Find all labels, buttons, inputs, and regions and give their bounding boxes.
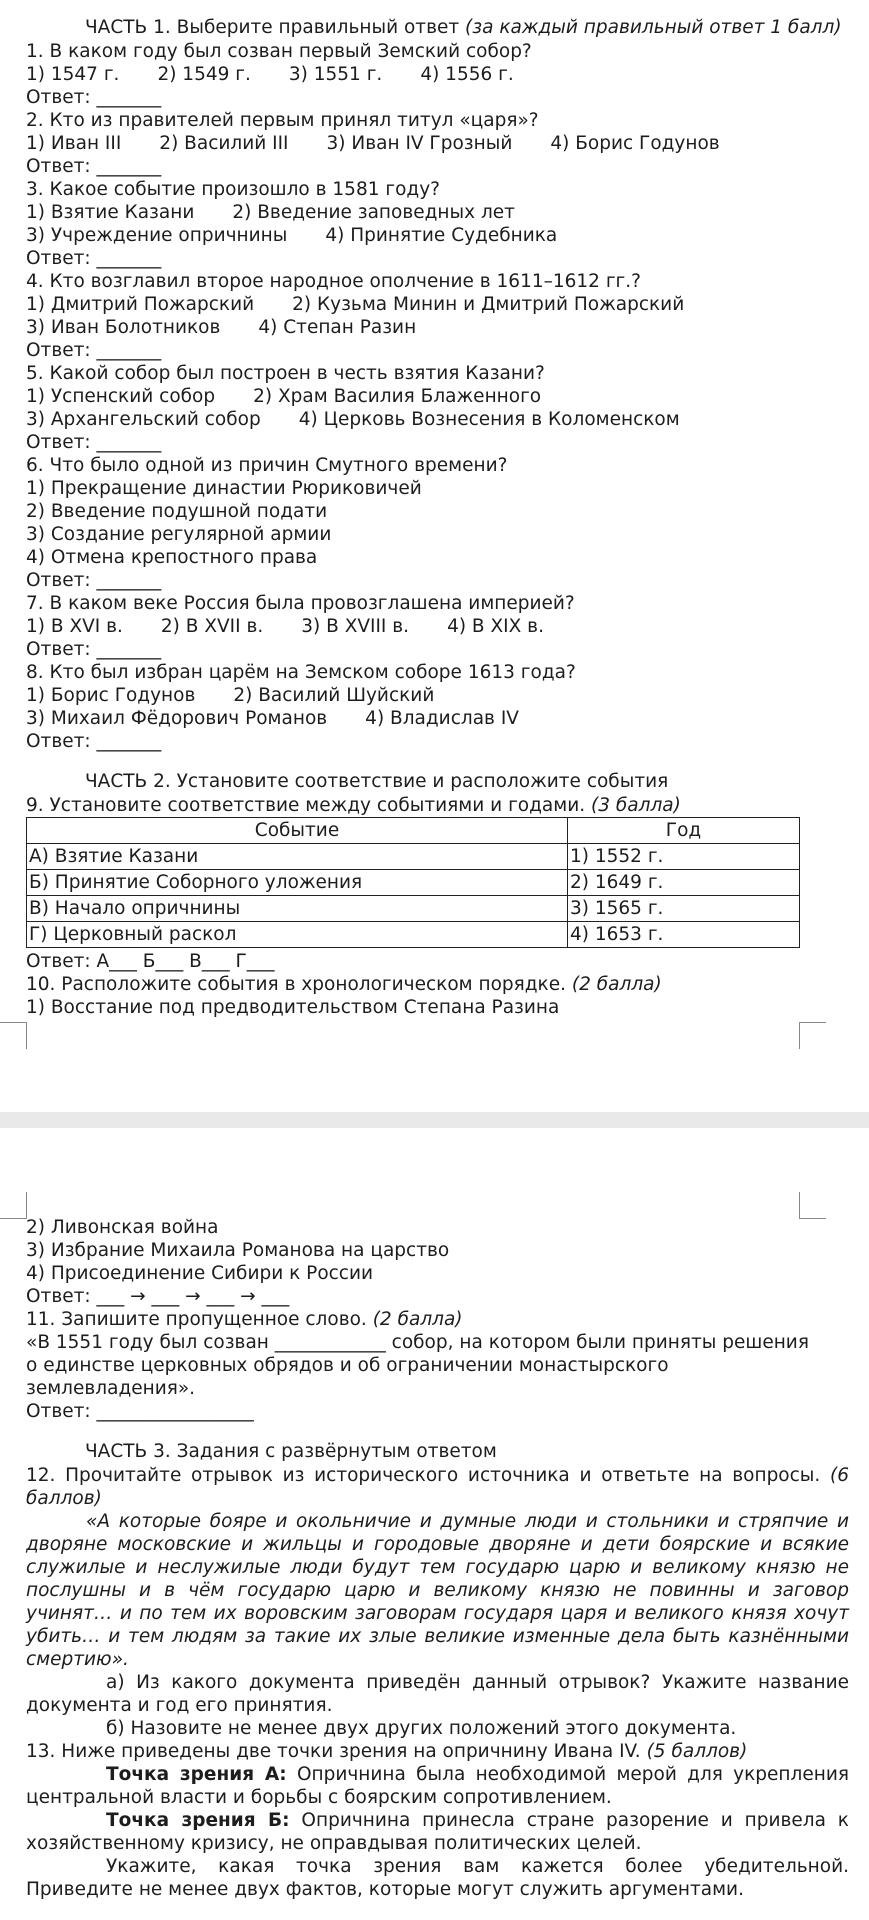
- q6-text: 6. Что было одной из причин Смутного времени?: [26, 455, 508, 476]
- event-cell: Б) Принятие Соборного уложения: [27, 870, 568, 896]
- q13-view-b: Точка зрения Б: Опричнина принесла стране разорение и привела к хозяйственному кризису, не оправдывая политических целей.: [26, 1810, 849, 1854]
- q6-option-3: 3) Создание регулярной армии: [26, 524, 332, 545]
- page-gap: [0, 1112, 869, 1128]
- q12-question-b: б) Назовите не менее двух других положений этого документа.: [106, 1718, 737, 1739]
- q11-quote-line-2: о единстве церковных обрядов и об ограничении монастырского: [26, 1355, 669, 1376]
- year-cell: 4) 1653 г.: [568, 922, 800, 948]
- q10-item-1: 1) Восстание под предводительством Степана Разина: [26, 997, 560, 1018]
- q3-options-b: 3) Учреждение опричнины 4) Принятие Судебника: [26, 225, 558, 246]
- q12-quote: «А которые бояре и окольничие и думные люди и стольники и стряпчие и дворяне московские и жильцы и городовые дворяне и дети боярские и всякие служилые и неслужилые люди будут тем государю царю и великому князю не послушны и в чём государю царю и великому князю не повинны и заговор учинят… и по тем их воровским заговорам государя царя и великого князя хочут убить… и тем людям за такие их злые великие изменные дела быть казнёнными смертию».: [26, 1511, 849, 1670]
- event-cell: В) Начало опричнины: [27, 896, 568, 922]
- q4-text: 4. Кто возглавил второе народное ополчение в 1611–1612 гг.?: [26, 271, 641, 292]
- q5-options-a: 1) Успенский собор 2) Храм Василия Блаженного: [26, 386, 542, 407]
- table-row: [27, 896, 800, 922]
- crop-mark-left: [0, 1022, 27, 1049]
- column-header-year: Год: [568, 818, 800, 844]
- part3-heading: ЧАСТЬ 3. Задания с развёрнутым ответом: [85, 1441, 497, 1462]
- q2-answer: Ответ: _______: [26, 156, 162, 177]
- q8-answer: Ответ: _______: [26, 731, 162, 752]
- q9-text: 9. Установите соответствие между событиями и годами. (3 балла): [26, 795, 681, 816]
- q3-text: 3. Какое событие произошло в 1581 году?: [26, 179, 440, 200]
- page-2: [0, 1128, 869, 1920]
- q10-text: 10. Расположите события в хронологическом порядке. (2 балла): [26, 974, 662, 995]
- matching-table: [26, 817, 800, 948]
- q3-answer: Ответ: _______: [26, 248, 162, 269]
- part2-heading: ЧАСТЬ 2. Установите соответствие и расположите события: [85, 771, 669, 792]
- event-cell: Г) Церковный раскол: [27, 922, 568, 948]
- q6-answer: Ответ: _______: [26, 570, 162, 591]
- q4-options-b: 3) Иван Болотников 4) Степан Разин: [26, 317, 417, 338]
- q11-quote-line-3: землевладения».: [26, 1378, 196, 1399]
- year-cell: 3) 1565 г.: [568, 896, 800, 922]
- q12-text: 12. Прочитайте отрывок из исторического источника и ответьте на вопросы. (6 баллов): [26, 1465, 849, 1509]
- q10-item-2: 2) Ливонская война: [26, 1217, 219, 1238]
- q5-answer: Ответ: _______: [26, 432, 162, 453]
- q9-answer: Ответ: А___ Б___ В___ Г___: [26, 951, 275, 972]
- q1-text: 1. В каком году был созван первый Земский собор?: [26, 41, 532, 62]
- table-header-row: [27, 818, 800, 844]
- crop-mark-right: [799, 1022, 826, 1049]
- column-header-event: Событие: [27, 818, 568, 844]
- q7-text: 7. В каком веке Россия была провозглашена империей?: [26, 593, 575, 614]
- q1-answer: Ответ: _______: [26, 87, 162, 108]
- q7-options: 1) В XVI в. 2) В XVII в. 3) В XVIII в. 4) В XIX в.: [26, 616, 544, 637]
- q13-text: 13. Ниже приведены две точки зрения на опричнину Ивана IV. (5 баллов): [26, 1741, 748, 1762]
- q13-task: Укажите, какая точка зрения вам кажется более убедительной. Приведите не менее двух фактов, которые могут служить аргументами.: [26, 1856, 849, 1900]
- q1-options: 1) 1547 г. 2) 1549 г. 3) 1551 г. 4) 1556 г.: [26, 64, 514, 85]
- event-cell: А) Взятие Казани: [27, 844, 568, 870]
- q8-text: 8. Кто был избран царём на Земском соборе 1613 года?: [26, 662, 576, 683]
- q10-answer: Ответ: ___ → ___ → ___ → ___: [26, 1286, 290, 1307]
- q11-answer: Ответ: _________________: [26, 1401, 254, 1422]
- q11-text: 11. Запишите пропущенное слово. (2 балла): [26, 1309, 463, 1330]
- q10-item-4: 4) Присоединение Сибири к России: [26, 1263, 374, 1284]
- q2-options: 1) Иван III 2) Василий III 3) Иван IV Грозный 4) Борис Годунов: [26, 133, 720, 154]
- table-row: [27, 844, 800, 870]
- q8-options-a: 1) Борис Годунов 2) Василий Шуйский: [26, 685, 435, 706]
- q2-text: 2. Кто из правителей первым принял титул «царя»?: [26, 110, 539, 131]
- crop-mark-right: [799, 1192, 826, 1219]
- q12-question-a: а) Из какого документа приведён данный отрывок? Укажите название документа и год его принятия.: [26, 1672, 849, 1716]
- crop-mark-left: [0, 1192, 27, 1219]
- q6-option-1: 1) Прекращение династии Рюриковичей: [26, 478, 422, 499]
- q8-options-b: 3) Михаил Фёдорович Романов 4) Владислав IV: [26, 708, 519, 729]
- q11-quote-line-1: «В 1551 году был созван ____________ собор, на котором были приняты решения: [26, 1332, 809, 1353]
- year-cell: 2) 1649 г.: [568, 870, 800, 896]
- year-cell: 1) 1552 г.: [568, 844, 800, 870]
- q5-options-b: 3) Архангельский собор 4) Церковь Вознесения в Коломенском: [26, 409, 680, 430]
- q3-options-a: 1) Взятие Казани 2) Введение заповедных лет: [26, 202, 515, 223]
- table-row: [27, 870, 800, 896]
- part1-heading: ЧАСТЬ 1. Выберите правильный ответ (за каждый правильный ответ 1 балл): [85, 17, 842, 38]
- q7-answer: Ответ: _______: [26, 639, 162, 660]
- q6-option-2: 2) Введение подушной подати: [26, 501, 328, 522]
- q10-item-3: 3) Избрание Михаила Романова на царство: [26, 1240, 450, 1261]
- q5-text: 5. Какой собор был построен в честь взятия Казани?: [26, 363, 545, 384]
- table-row: [27, 922, 800, 948]
- q13-view-a: Точка зрения А: Опричнина была необходимой мерой для укрепления центральной власти и борьбы с боярским сопротивлением.: [26, 1764, 849, 1808]
- q6-option-4: 4) Отмена крепостного права: [26, 547, 318, 568]
- q4-options-a: 1) Дмитрий Пожарский 2) Кузьма Минин и Дмитрий Пожарский: [26, 294, 685, 315]
- q4-answer: Ответ: _______: [26, 340, 162, 361]
